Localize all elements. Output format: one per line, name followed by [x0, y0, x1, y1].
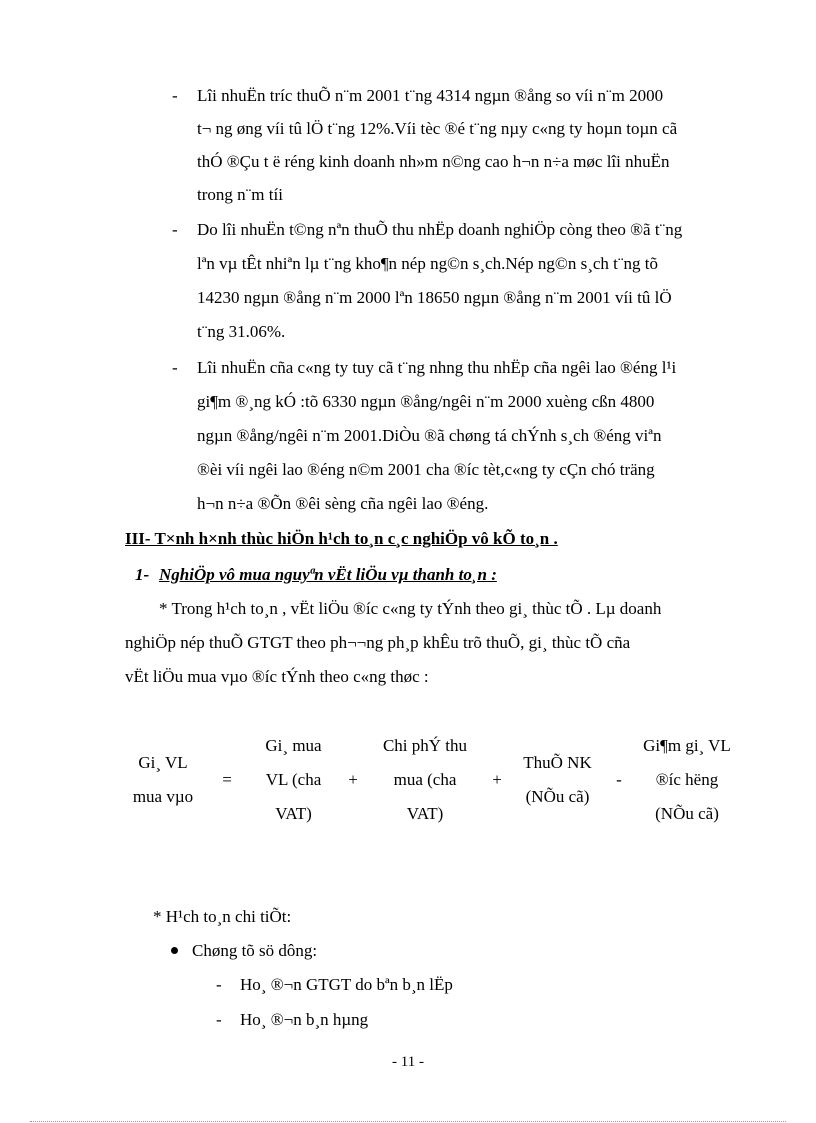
formula-lhs-line: Gi¸ VL	[138, 753, 188, 772]
subsection-title: NghiÖp vô mua nguyªn vËt liÖu vµ thanh to¸n :	[159, 565, 497, 584]
text-line: ®èi víi ngêi lao ®éng n©m 2001 cha ®íc tèt,c«ng ty cÇn chó träng	[197, 460, 655, 479]
page-number: - 11 -	[392, 1054, 424, 1070]
subsection-number: 1-	[135, 565, 150, 584]
formula-plus: +	[348, 770, 358, 789]
list-dash: -	[172, 220, 178, 239]
formula-minus: -	[616, 770, 622, 789]
text-line: t¨ng 31.06%.	[197, 322, 286, 341]
formula-term: ThuÕ NK	[523, 753, 592, 772]
formula-term: mua (cha	[393, 770, 457, 789]
text-line: Lîi nhuËn tríc thuÕ n¨m 2001 t¨ng 4314 ngµn ®ång so víi n¨m 2000	[197, 86, 664, 105]
text-line: 14230 ngµn ®ång n¨m 2000 lªn 18650 ngµn ®ång n¨m 2001 víi tû lÖ	[197, 288, 672, 307]
formula-term: (NÕu cã)	[655, 804, 719, 823]
text-line: trong n¨m tíi	[197, 185, 283, 204]
text-line: lªn vµ tÊt nhiªn lµ t¨ng kho¶n nép ng©n s¸ch.Nép ng©n s¸ch t¨ng tõ	[197, 254, 659, 273]
list-dash: -	[216, 1010, 222, 1029]
list-dash: -	[172, 86, 178, 105]
text-line: Ho¸ ®¬n b¸n hµng	[240, 1010, 369, 1029]
formula-term: Gi¶m gi¸ VL	[643, 736, 731, 755]
text-line: gi¶m ®¸ng kÓ :tõ 6330 ngµn ®ång/ngêi n¨m 2000 xuèng cßn 4800	[197, 392, 655, 411]
text-line: Ho¸ ®¬n GTGT do bªn b¸n lËp	[240, 975, 453, 994]
formula-lhs-line: mua vµo	[132, 787, 194, 806]
list-dash: -	[172, 358, 178, 377]
detail-title: * H¹ch to¸n chi tiÕt:	[153, 907, 292, 926]
bullet-text: Chøng tõ sö dông:	[192, 941, 318, 960]
bottom-divider	[30, 1121, 786, 1122]
formula-term: Chi phÝ thu	[382, 736, 468, 755]
formula-term: VAT)	[406, 804, 444, 823]
text-line: vËt liÖu mua vµo ®íc tÝnh theo c«ng thøc :	[125, 667, 429, 686]
formula-term: (NÕu cã)	[525, 787, 590, 806]
formula-equals: =	[222, 770, 232, 789]
text-line: t¬ ng øng víi tû lÖ t¨ng 12%.Víi tèc ®é t¨ng nµy c«ng ty hoµn toµn cã	[197, 119, 678, 138]
formula-term: Gi¸ mua	[265, 736, 322, 755]
text-line: nghiÖp nép thuÕ GTGT theo ph¬¬ng ph¸p khÊu trõ thuÕ, gi¸ thùc tÕ cña	[125, 633, 631, 652]
list-dash: -	[216, 975, 222, 994]
text-line: Do lîi nhuËn t©ng nªn thuÕ thu nhËp doanh nghiÖp còng theo ®ã t¨ng	[197, 220, 683, 239]
text-line: h¬n n÷a ®Õn ®êi sèng cña ngêi lao ®éng.	[197, 494, 489, 513]
section-heading: III- T×nh h×nh thùc hiÖn h¹ch to¸n c¸c nghiÖp vô kÕ to¸n .	[125, 529, 558, 548]
bullet-dot-icon	[171, 947, 178, 954]
formula-term: ®íc hëng	[655, 770, 719, 789]
formula-plus: +	[492, 770, 502, 789]
text-line: Lîi nhuËn cña c«ng ty tuy cã t¨ng nhng thu nhËp cña ngêi lao ®éng l¹i	[197, 358, 677, 377]
formula-term: VL (cha	[265, 770, 322, 789]
text-line: thÓ ®Çu t ë réng kinh doanh nh»m n©ng cao h¬n n÷a møc lîi nhuËn	[197, 152, 670, 171]
text-line: ngµn ®ång/ngêi n¨m 2001.DiÒu ®ã chøng tá chÝnh s¸ch ®éng viªn	[197, 426, 662, 445]
text-line: * Trong h¹ch to¸n , vËt liÖu ®íc c«ng ty tÝnh theo gi¸ thùc tÕ . Lµ doanh	[159, 599, 662, 618]
formula-term: VAT)	[275, 804, 312, 823]
